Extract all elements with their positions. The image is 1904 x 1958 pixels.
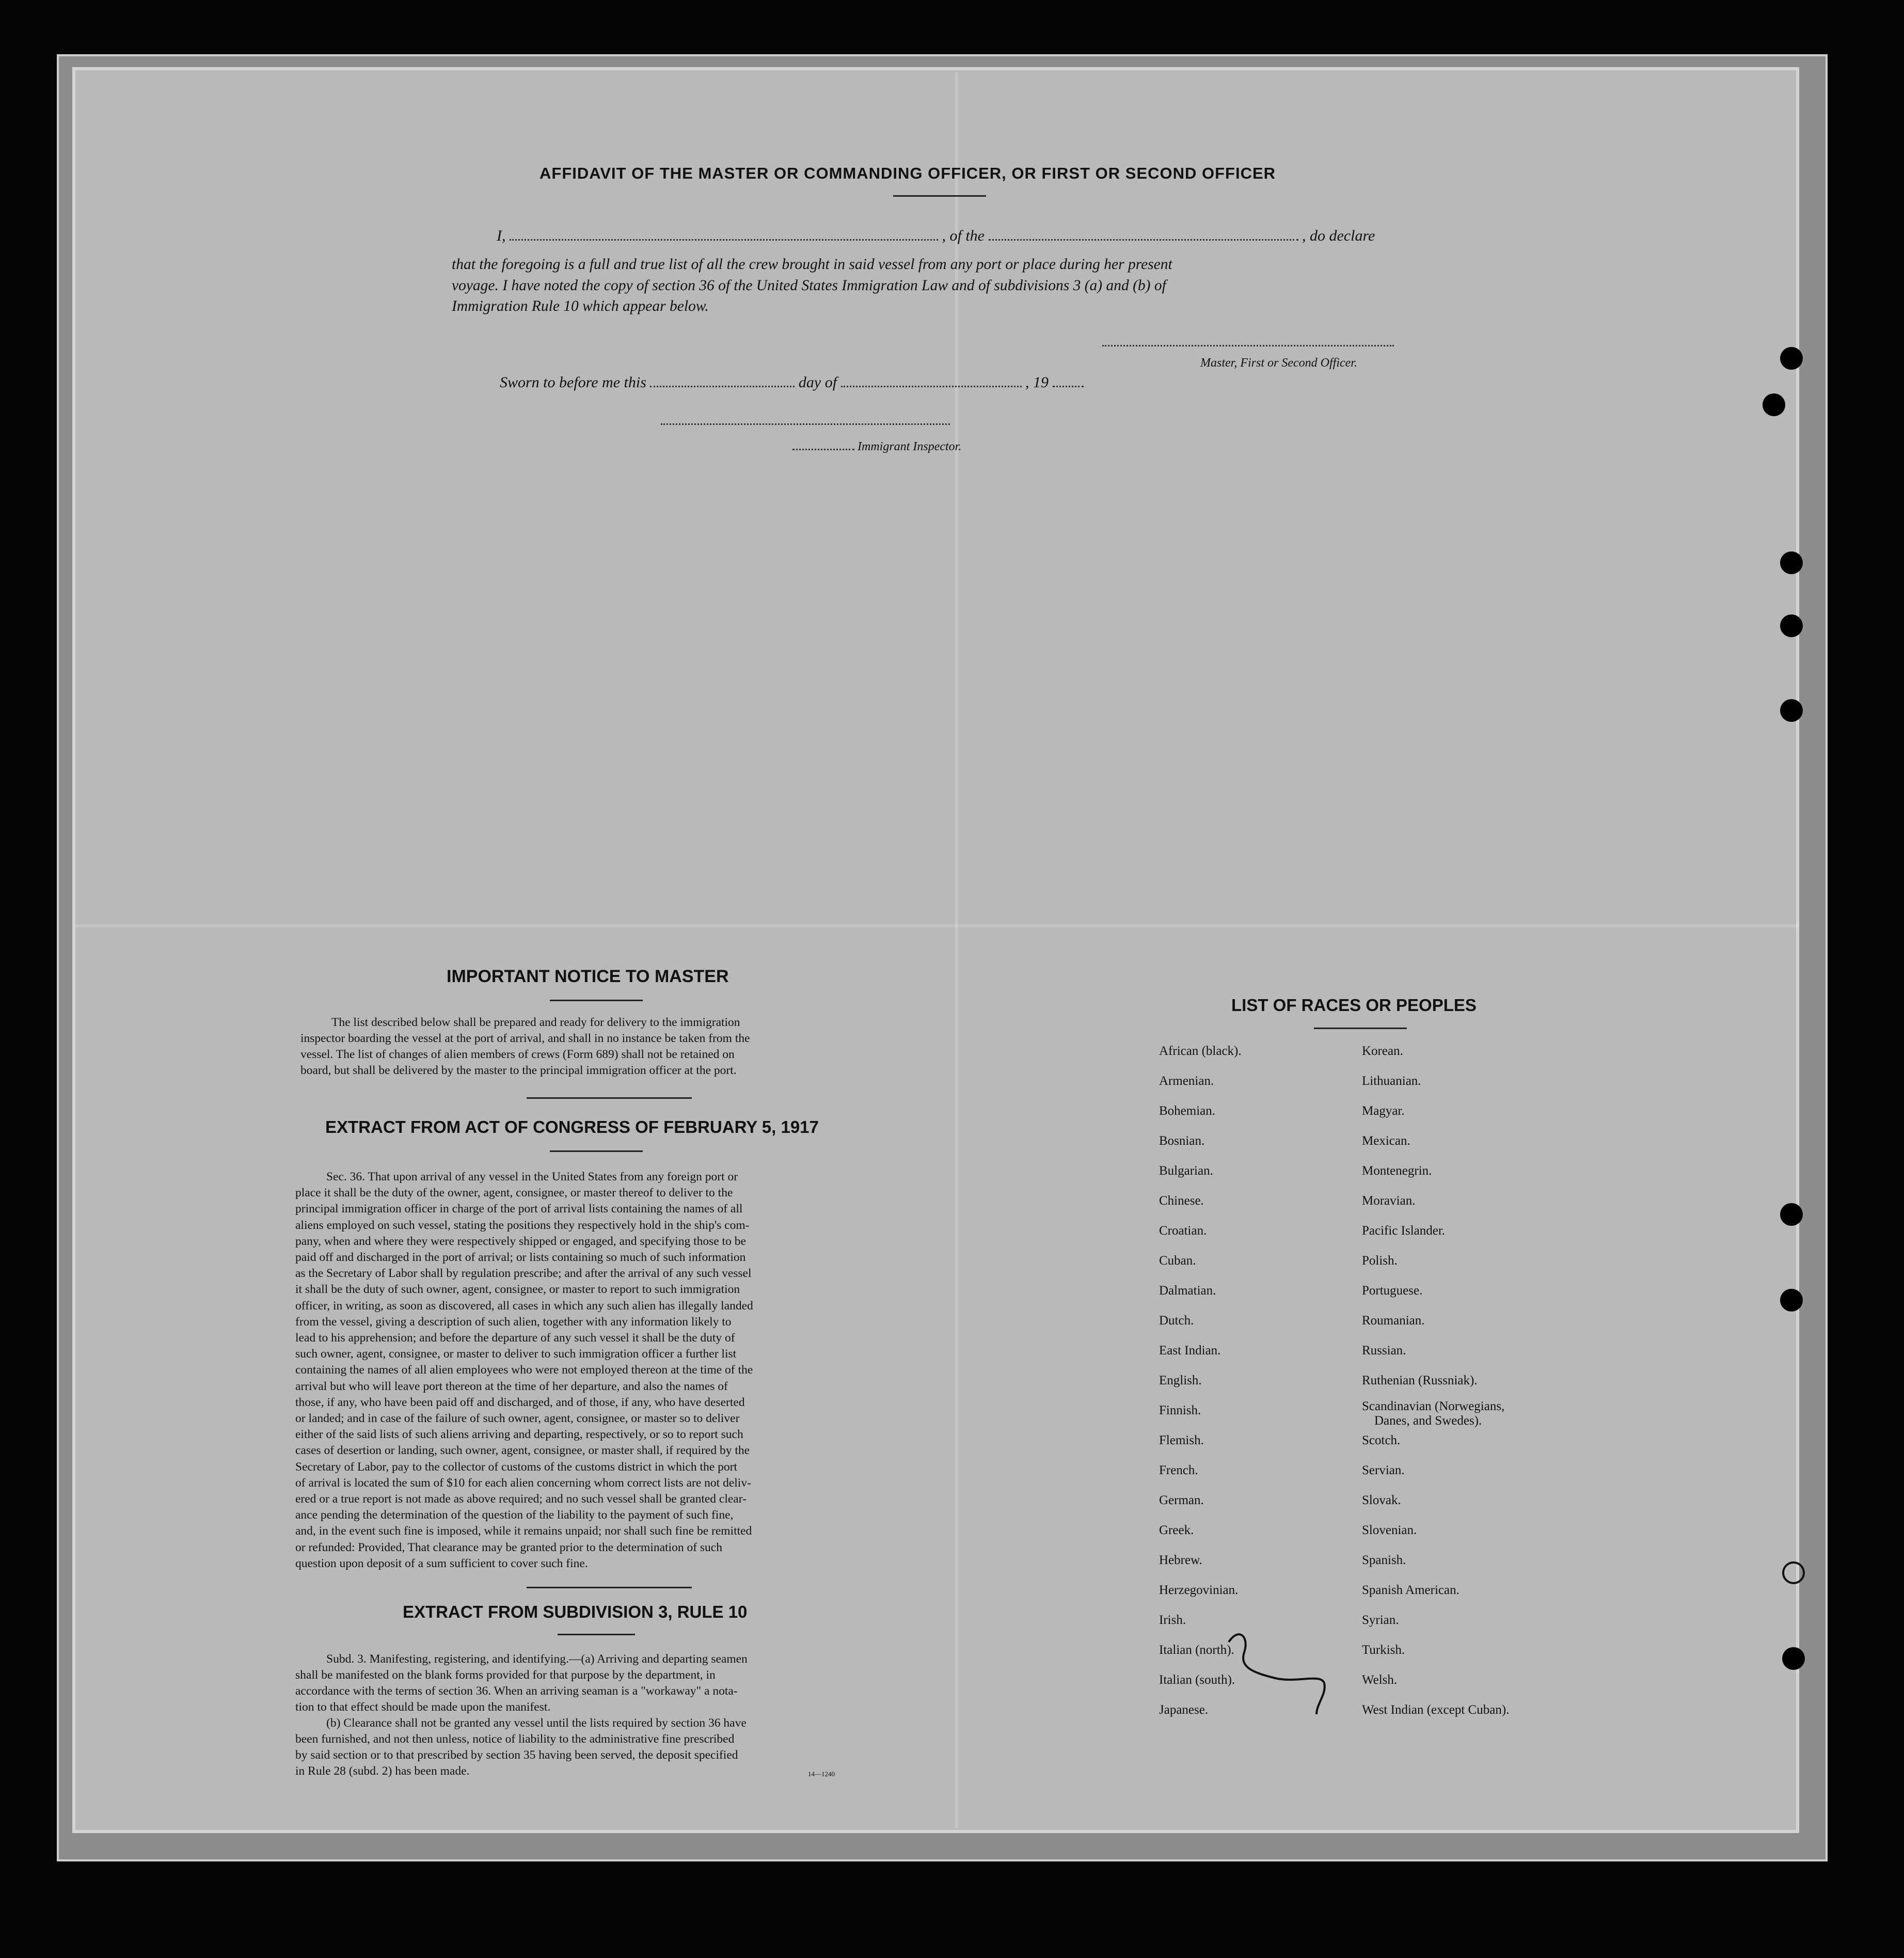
race-item: German. [1159,1493,1204,1507]
act-line: either of the said lists of such aliens arriving and departing, respectively, or so to report such [295,1428,743,1442]
race-item: Ruthenian (Russniak). [1362,1373,1478,1387]
binder-hole [1782,1561,1805,1584]
race-item: Bosnian. [1159,1134,1205,1148]
act-line: containing the names of all alien employees who were not employed thereon at the time of the [295,1363,753,1377]
sworn-line [500,374,1084,391]
race-item: Magyar. [1362,1104,1405,1118]
race-item: French. [1159,1463,1198,1477]
binder-hole [1780,699,1803,722]
rule-line: been furnished, and not then unless, notice of liability to the administrative fine prescribed [295,1732,735,1746]
notice-title: IMPORTANT NOTICE TO MASTER [447,967,729,986]
act-line: Secretary of Labor, pay to the collector of customs of the customs district in which the port [295,1460,737,1474]
act-line: ered or a true report is not made as above required; and no such vessel shall be granted clear- [295,1492,747,1506]
form-number: 14—1240 [808,1770,835,1778]
race-item: Lithuanian. [1362,1074,1421,1088]
race-item: Italian (north). [1159,1643,1234,1657]
race-item: Flemish. [1159,1433,1204,1447]
race-item: Scotch. [1362,1433,1401,1447]
binder-hole [1780,347,1803,370]
act-line: pany, when and where they were respectively shipped or engaged, and specifying those to be [295,1234,746,1248]
act-line: and, in the event such fine is imposed, while it remains unpaid; nor shall such fine be remitted [295,1524,752,1538]
act-line: or refunded: Provided, That clearance may be granted prior to the determination of such [295,1540,722,1554]
rule-line: Subd. 3. Manifesting, registering, and identifying.—(a) Arriving and departing seamen [326,1652,748,1666]
master-signature-label: Master, First or Second Officer. [1200,356,1357,370]
race-item: Chinese. [1159,1194,1204,1208]
act-line: of arrival is located the sum of $10 for each alien concerning whom correct lists are not deliv- [295,1476,751,1490]
declaration-line [497,227,1375,245]
rule-body [295,1651,886,1779]
act-line: principal immigration officer in charge of the port of arrival lists containing the names of all [295,1202,743,1216]
race-item: East Indian. [1159,1344,1221,1357]
race-item: Dalmatian. [1159,1284,1216,1298]
race-item: Spanish American. [1362,1583,1459,1597]
race-item: English. [1159,1373,1202,1387]
act-line: question upon deposit of a sum sufficient to cover such fine. [295,1556,588,1570]
act-line: such owner, agent, consignee, or master to deliver to such immigration officer a further list [295,1347,737,1361]
race-item: Korean. [1362,1044,1403,1058]
races-title: LIST OF RACES OR PEOPLES [1231,996,1477,1015]
vertical-fold [955,72,958,1828]
race-item: Croatian. [1159,1224,1207,1238]
race-item: Irish. [1159,1613,1186,1627]
i-label: I, [497,227,506,244]
races-title-rule [1314,1028,1407,1029]
race-item: Slovak. [1362,1493,1401,1507]
binder-hole [1763,393,1785,416]
rule-line: by said section or to that prescribed by section 35 having been served, the deposit specified [295,1748,738,1762]
declaration-text-3: Immigration Rule 10 which appear below. [452,298,709,314]
act-line: ance pending the determination of the question of the liability to the payment of such fine, [295,1508,734,1522]
year-field[interactable] [1053,386,1084,387]
rule-line: (b) Clearance shall not be granted any vessel until the lists required by section 36 have [326,1716,747,1730]
race-item: Slovenian. [1362,1523,1417,1537]
race-item-continued: Danes, and Swedes). [1374,1414,1482,1428]
race-item: Syrian. [1362,1613,1399,1627]
rule-title-rule [558,1634,635,1635]
race-item: Scandinavian (Norwegians, [1362,1399,1505,1413]
rule-title: EXTRACT FROM SUBDIVISION 3, RULE 10 [403,1602,748,1621]
pen-mark-icon [1218,1627,1342,1719]
race-item: Greek. [1159,1523,1194,1537]
notice-body [300,1015,889,1079]
notice-line: The list described below shall be prepared and ready for delivery to the immigration [331,1016,740,1029]
binder-hole [1780,614,1803,637]
act-line: paid off and discharged in the port of arrival; or lists containing so much of such information [295,1251,746,1265]
inspector-line [792,440,961,454]
notice-line: board, but shall be delivered by the master to the principal immigration officer at the port. [300,1064,737,1077]
race-item: Servian. [1362,1463,1405,1477]
declaration-text-1: that the foregoing is a full and true list of all the crew brought in said vessel from any port or place during her present [452,256,1172,273]
affidavit-title: AFFIDAVIT OF THE MASTER OR COMMANDING OFFICER, OR FIRST OR SECOND OFFICER [540,164,1276,182]
rule-line: accordance with the terms of section 36. When an arriving seaman is a "workaway" a nota- [295,1684,738,1698]
race-item: Roumanian. [1362,1314,1425,1328]
race-item: Moravian. [1362,1194,1416,1208]
race-item: Finnish. [1159,1403,1201,1417]
race-item: Bohemian. [1159,1104,1216,1118]
act-line: aliens employed on such vessel, stating the positions they respectively hold in the ship's com- [295,1218,750,1232]
inspector-label: Immigrant Inspector. [858,440,962,453]
rule-line: in Rule 28 (subd. 2) has been made. [295,1764,470,1778]
month-field[interactable] [841,386,1022,387]
act-title: EXTRACT FROM ACT OF CONGRESS OF FEBRUARY 5, 1917 [325,1117,819,1136]
notice-title-rule [550,1000,643,1001]
race-item: Armenian. [1159,1074,1214,1088]
binder-hole [1780,1289,1803,1312]
race-item: Hebrew. [1159,1553,1202,1567]
inspector-dots [792,449,854,450]
act-line: Sec. 36. That upon arrival of any vessel in the United States from any foreign port or [326,1170,738,1183]
race-item: Polish. [1362,1254,1398,1268]
race-item: Dutch. [1159,1314,1194,1328]
act-line: cases of desertion or landing, such owner, agent, consignee, or master shall, if required by the [295,1444,750,1458]
act-title-rule [550,1150,643,1152]
affidavit-title-rule [893,195,986,197]
race-item: Herzegovinian. [1159,1583,1239,1597]
race-item: Spanish. [1362,1553,1406,1567]
race-item: African (black). [1159,1044,1242,1058]
inspector-signature-line[interactable] [661,423,950,425]
race-item: Montenegrin. [1362,1164,1432,1178]
act-line: from the vessel, giving a description of such alien, together with any information likely to [295,1315,732,1329]
race-item: Bulgarian. [1159,1164,1213,1178]
act-line: those, if any, who have been paid off and discharged, and of those, if any, who have deserted [295,1395,745,1409]
name-field[interactable] [510,239,938,241]
act-line: officer, in writing, as soon as discovered, all cases in which any such alien has illegally landed [295,1299,753,1313]
race-item: Mexican. [1362,1134,1410,1148]
day-of-label: day of [798,374,837,391]
horizontal-fold [75,924,1799,927]
vessel-field[interactable] [989,239,1298,241]
race-item: Portuguese. [1362,1284,1423,1298]
act-divider [527,1587,692,1588]
race-item: Cuban. [1159,1254,1196,1268]
rule-line: shall be manifested on the blank forms provided for that purpose by the department, in [295,1668,716,1682]
notice-divider [527,1097,692,1099]
binder-hole [1780,551,1803,574]
notice-line: inspector boarding the vessel at the port of arrival, and shall in no instance be taken from the [300,1032,750,1045]
act-line: or landed; and in case of the failure of such owner, agent, consignee, or master so to deliver [295,1412,740,1426]
race-item: Welsh. [1362,1673,1398,1687]
act-line: as the Secretary of Labor shall by regulation prescribe; and after the arrival of any such vessel [295,1267,752,1281]
year-label: , 19 [1025,374,1049,391]
rule-line: tion to that effect should be made upon the manifest. [295,1700,551,1714]
act-body [295,1169,886,1572]
act-line: lead to his apprehension; and before the departure of any such vessel it shall be the duty of [295,1331,735,1345]
race-item: Turkish. [1362,1643,1405,1657]
race-item: Pacific Islander. [1362,1224,1446,1238]
binder-hole [1780,1203,1803,1226]
act-line: arrival but who will leave port thereon at the time of her departure, and also the names of [295,1379,728,1393]
race-item: West Indian (except Cuban). [1362,1703,1510,1717]
binder-hole [1782,1647,1805,1670]
sworn-label: Sworn to before me this [500,374,646,391]
declaration-text-2: voyage. I have noted the copy of section 36 of the United States Immigration Law and of subdivisions 3 (a) and (b) of [452,277,1166,294]
do-declare-label: , do declare [1302,227,1375,244]
race-item: Russian. [1362,1344,1406,1357]
race-item: Japanese. [1159,1703,1209,1717]
of-the-label: , of the [942,227,985,244]
notice-line: vessel. The list of changes of alien members of crews (Form 689) shall not be retained on [300,1048,735,1061]
race-item: Italian (south). [1159,1673,1235,1687]
day-field[interactable] [650,386,795,387]
master-signature-line[interactable] [1102,345,1394,346]
act-line: it shall be the duty of such owner, agent, consignee, or master to report to such immigration [295,1283,740,1297]
act-line: place it shall be the duty of the owner, agent, consignee, or master thereof to deliver to the [295,1186,733,1200]
